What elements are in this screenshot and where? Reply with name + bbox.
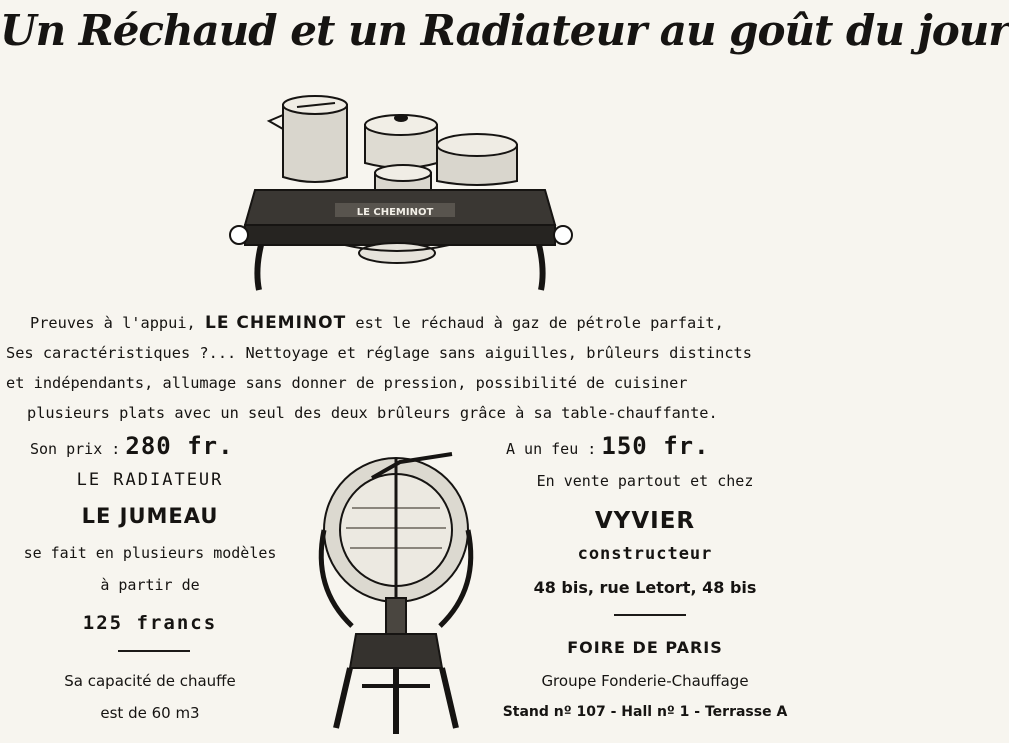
capacity-line1: Sa capacité de chauffe (64, 672, 236, 690)
left-divider (118, 650, 190, 652)
right-price-value: 150 fr. (601, 432, 710, 460)
fair-stand: Stand nº 107 - Hall nº 1 - Terrasse A (502, 704, 788, 720)
stove-label: LE CHEMINOT (356, 207, 434, 218)
sale-line: En vente partout et chez (536, 472, 754, 490)
fair-group: Groupe Fonderie-Chauffage (541, 672, 749, 690)
intro-line1-start: Preuves à l'appui, (30, 314, 196, 332)
intro-line1-end: est le réchaud à gaz de pétrole parfait, (355, 314, 724, 332)
stove-illustration (225, 85, 575, 295)
right-price (506, 432, 816, 460)
left-price-from: 125 francs (82, 612, 218, 634)
left-price (30, 432, 330, 460)
radiator-model: LE JUMEAU (81, 504, 219, 528)
brand-name: LE CHEMINOT (205, 313, 347, 333)
left-line1: se fait en plusieurs modèles (23, 544, 277, 562)
left-price-label: Son prix : (30, 440, 121, 458)
maker-role: constructeur (577, 544, 713, 564)
right-divider (614, 614, 686, 616)
fair-name: FOIRE DE PARIS (567, 638, 723, 657)
intro-paragraph (0, 308, 800, 428)
intro-line3: et indépendants, allumage sans donner de pression, possibilité de cuisiner (6, 374, 688, 392)
maker-name: VYVIER (594, 508, 696, 534)
capacity-line2: est de 60 m3 (100, 704, 200, 722)
radiator-illustration (312, 448, 480, 740)
intro-line2: Ses caractéristiques ?... Nettoyage et réglage sans aiguilles, brûleurs distincts (6, 344, 752, 362)
maker-address: 48 bis, rue Letort, 48 bis (533, 578, 757, 597)
left-line2: à partir de (100, 576, 200, 594)
left-price-value: 280 fr. (125, 432, 234, 460)
radiator-heading: LE RADIATEUR (76, 470, 224, 490)
tall-pot (283, 105, 347, 182)
intro-line4: plusieurs plats avec un seul des deux brûleurs grâce à sa table-chauffante. (27, 404, 718, 422)
right-price-label: A un feu : (506, 440, 597, 458)
headline: Un Réchaud et un Radiateur au goût du jour (0, 6, 1009, 55)
